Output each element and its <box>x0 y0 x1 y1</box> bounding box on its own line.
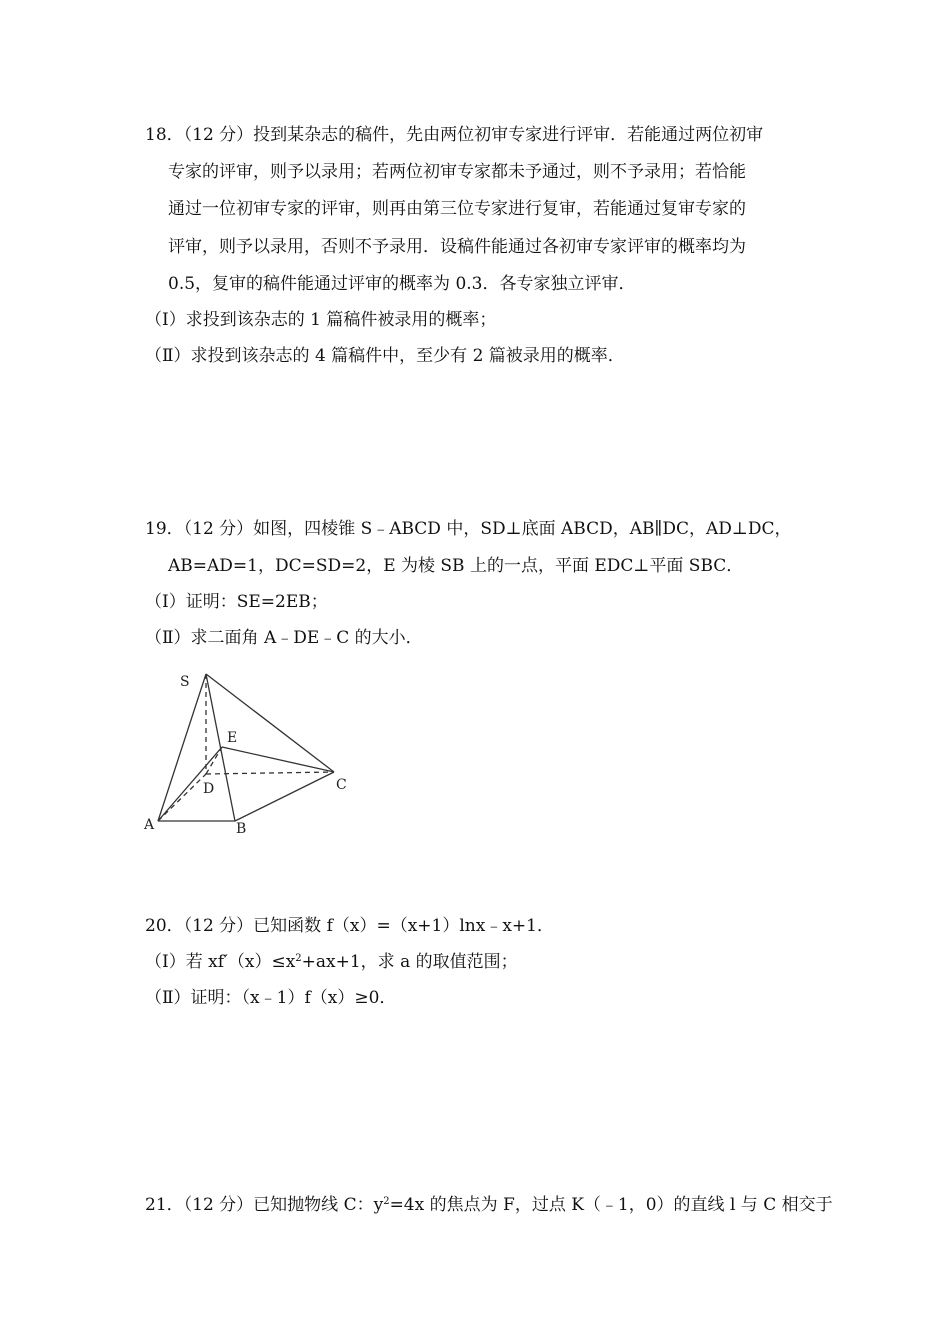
q19-part-1: （Ⅰ）证明：SE=2EB； <box>145 592 328 612</box>
edge-BC <box>235 772 334 821</box>
label-E: E <box>227 730 238 746</box>
edge-DE <box>206 747 222 774</box>
q19-part-2: （Ⅱ）求二面角 A﹣DE﹣C 的大小． <box>145 628 423 648</box>
edge-SA <box>158 674 206 821</box>
label-B: B <box>236 821 247 837</box>
q19-line-1: 19．（12 分）如图，四棱锥 S﹣ABCD 中，SD⊥底面 ABCD，AB∥DC，AD⊥DC， <box>145 519 792 539</box>
pyramid-figure <box>138 662 368 842</box>
q18-part-1: （Ⅰ）求投到该杂志的 1 篇稿件被录用的概率； <box>145 310 497 330</box>
q19-line-2: AB=AD=1，DC=SD=2，E 为棱 SB 上的一点，平面 EDC⊥平面 SBC． <box>168 556 744 576</box>
q21-line-1: 21．（12 分）已知抛物线 C：$y^2=4x$ 的焦点为 F，过点 K（﹣1，0）的直线 l 与 C 相交于 <box>145 1195 833 1215</box>
label-S: S <box>180 674 190 690</box>
label-C: C <box>336 777 347 793</box>
q18-line-4: 评审，则予以录用，否则不予录用．设稿件能通过各初审专家评审的概率均为 <box>168 237 746 257</box>
q18-line-2: 专家的评审，则予以录用；若两位初审专家都未予通过，则不予录用；若恰能 <box>168 162 746 182</box>
q18-line-1: 18．（12 分）投到某杂志的稿件，先由两位初审专家进行评审．若能通过两位初审 <box>145 125 764 145</box>
q20-part-1: （Ⅰ）若 $xf'(x)\le x^2+ax+1$，求 a 的取值范围； <box>145 952 518 972</box>
q20-line-1: 20．（12 分）已知函数 f（x）=（x+1）lnx﹣x+1． <box>145 916 554 936</box>
q18-line-3: 通过一位初审专家的评审，则再由第三位专家进行复审，若能通过复审专家的 <box>168 199 746 219</box>
q18-part-2: （Ⅱ）求投到该杂志的 4 篇稿件中，至少有 2 篇被录用的概率． <box>145 346 625 366</box>
q20-part-2: （Ⅱ）证明：（x﹣1）f（x）≥0． <box>145 988 397 1008</box>
label-A: A <box>144 817 155 833</box>
label-D: D <box>203 781 215 797</box>
q18-line-5: 0.5，复审的稿件能通过评审的概率为 0.3．各专家独立评审． <box>168 274 636 294</box>
edge-SB <box>206 674 238 821</box>
